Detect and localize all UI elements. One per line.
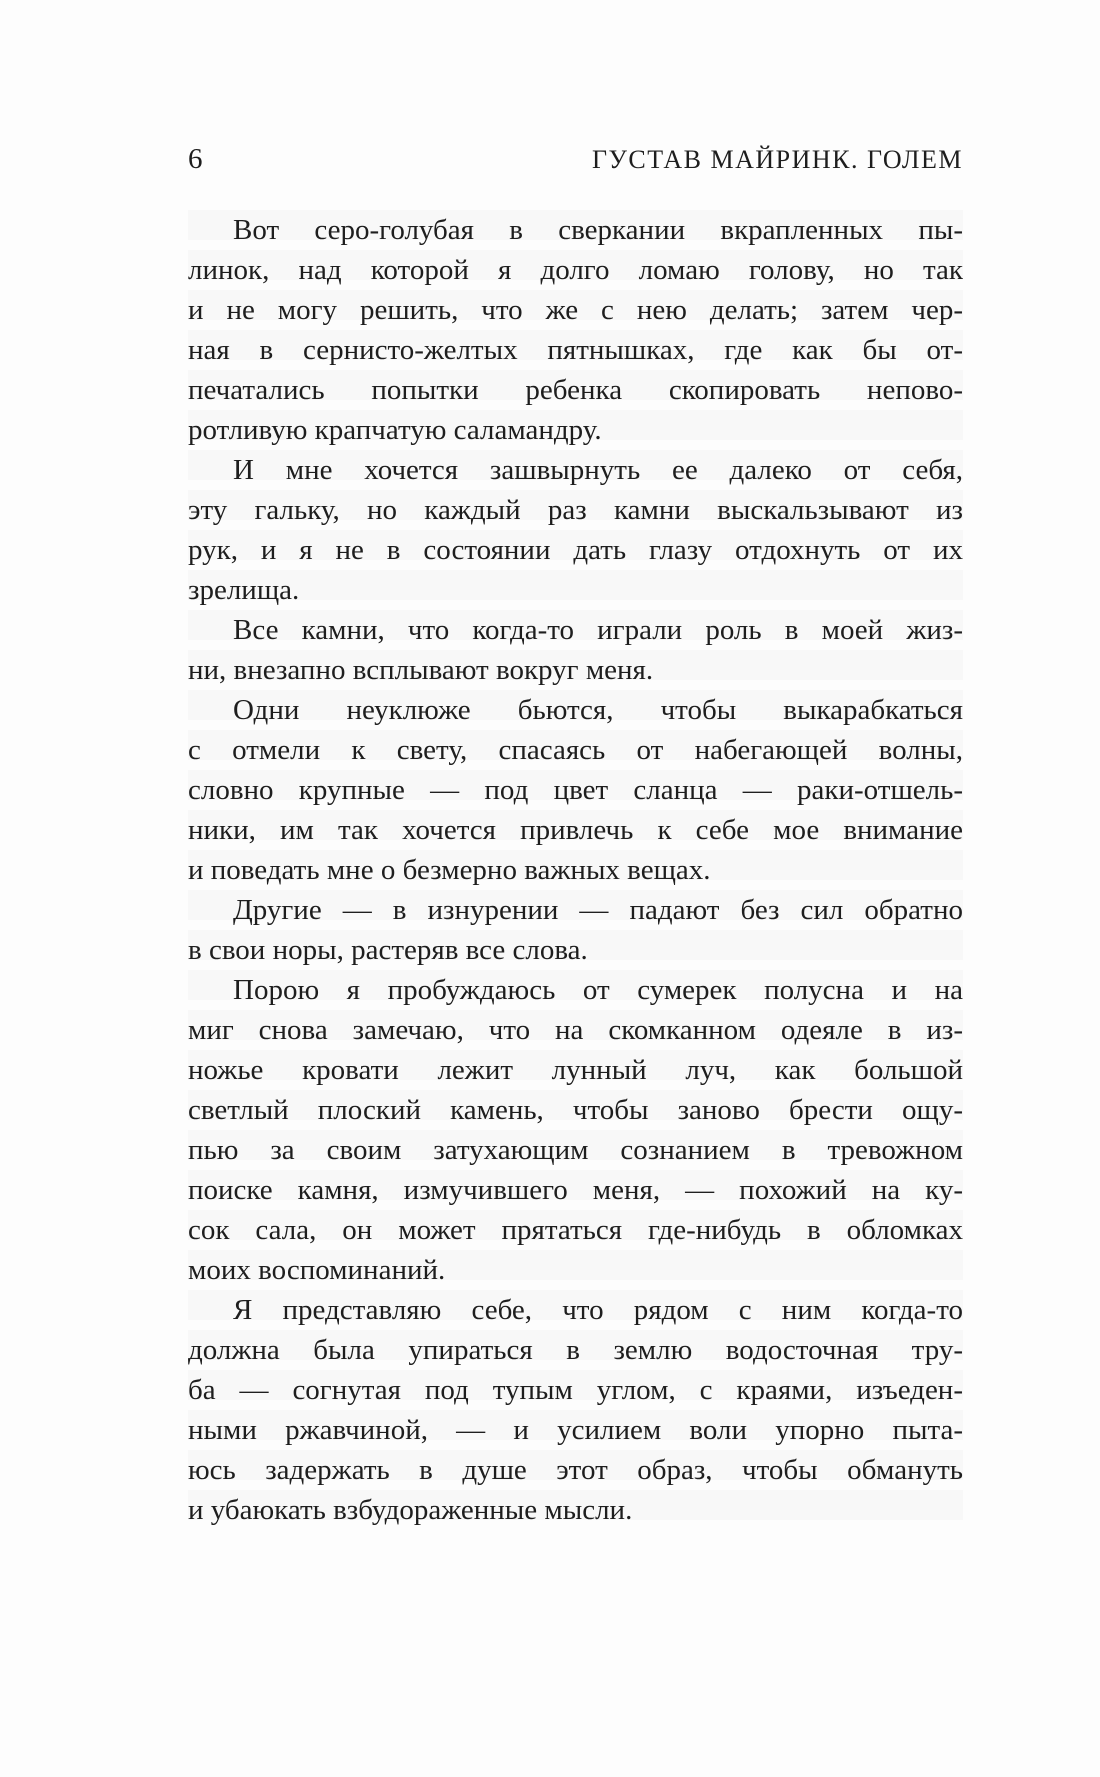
text-line: и поведать мне о безмерно важных вещах. [188, 854, 711, 886]
text-line: пью за своим затухающим сознанием в тревожном [188, 1134, 963, 1166]
running-head [188, 143, 963, 175]
body-text [188, 210, 963, 1530]
paragraph [188, 610, 963, 690]
text-line: ба — согнутая под тупым углом, с краями, изъеден- [188, 1374, 963, 1406]
paragraph [188, 690, 963, 890]
paragraph [188, 210, 963, 450]
running-title: ГУСТАВ МАЙРИНК. ГОЛЕМ [591, 145, 963, 174]
text-line: Я представляю себе, что рядом с ним когда-то [233, 1294, 963, 1326]
text-line: Вот серо-голубая в сверкании вкрапленных пы- [233, 214, 963, 246]
paragraph [188, 450, 963, 610]
text-line: ники, им так хочется привлечь к себе мое внимание [188, 814, 963, 846]
text-line: эту гальку, но каждый раз камни выскальзывают из [188, 494, 963, 526]
text-line: моих воспоминаний. [188, 1254, 446, 1286]
text-line: линок, над которой я долго ломаю голову, но так [188, 254, 963, 286]
text-line: юсь задержать в душе этот образ, чтобы обмануть [188, 1454, 963, 1486]
text-line: Другие — в изнурении — падают без сил обратно [233, 894, 963, 926]
text-line: И мне хочется зашвырнуть ее далеко от себя, [233, 454, 963, 486]
text-line: Порою я пробуждаюсь от сумерек полусна и на [233, 974, 963, 1006]
page-number: 6 [188, 143, 203, 175]
text-line: и не могу решить, что же с нею делать; затем чер- [188, 294, 963, 326]
text-line: должна была упираться в землю водосточная тру- [188, 1334, 963, 1366]
text-line: поиске камня, измучившего меня, — похожий на ку- [188, 1174, 963, 1206]
paragraph [188, 890, 963, 970]
text-line: светлый плоский камень, чтобы заново брести ощу- [188, 1094, 963, 1126]
text-line: ными ржавчиной, — и усилием воли упорно пыта- [188, 1414, 963, 1446]
content-column [188, 0, 963, 1530]
text-line: и убаюкать взбудораженные мысли. [188, 1494, 633, 1526]
text-line: ни, внезапно всплывают вокруг меня. [188, 654, 654, 686]
text-line: в свои норы, растеряв все слова. [188, 934, 588, 966]
text-line: ная в сернисто-желтых пятнышках, где как бы от- [188, 334, 963, 366]
paragraph [188, 1290, 963, 1530]
text-line: Все камни, что когда-то играли роль в моей жиз- [233, 614, 963, 646]
text-line: ротливую крапчатую саламандру. [188, 414, 602, 446]
text-line: сок сала, он может прятаться где-нибудь в обломках [188, 1214, 963, 1246]
text-line: Одни неуклюже бьются, чтобы выкарабкаться [233, 694, 963, 726]
text-line: рук, и я не в состоянии дать глазу отдохнуть от их [188, 534, 963, 566]
text-line: печатались попытки ребенка скопировать непово- [188, 374, 963, 406]
text-line: с отмели к свету, спасаясь от набегающей волны, [188, 734, 963, 766]
text-line: зрелища. [188, 574, 300, 606]
text-line: словно крупные — под цвет сланца — раки-отшель- [188, 774, 963, 806]
paragraph [188, 970, 963, 1290]
text-line: ножье кровати лежит лунный луч, как большой [188, 1054, 963, 1086]
text-line: миг снова замечаю, что на скомканном одеяле в из- [188, 1014, 963, 1046]
